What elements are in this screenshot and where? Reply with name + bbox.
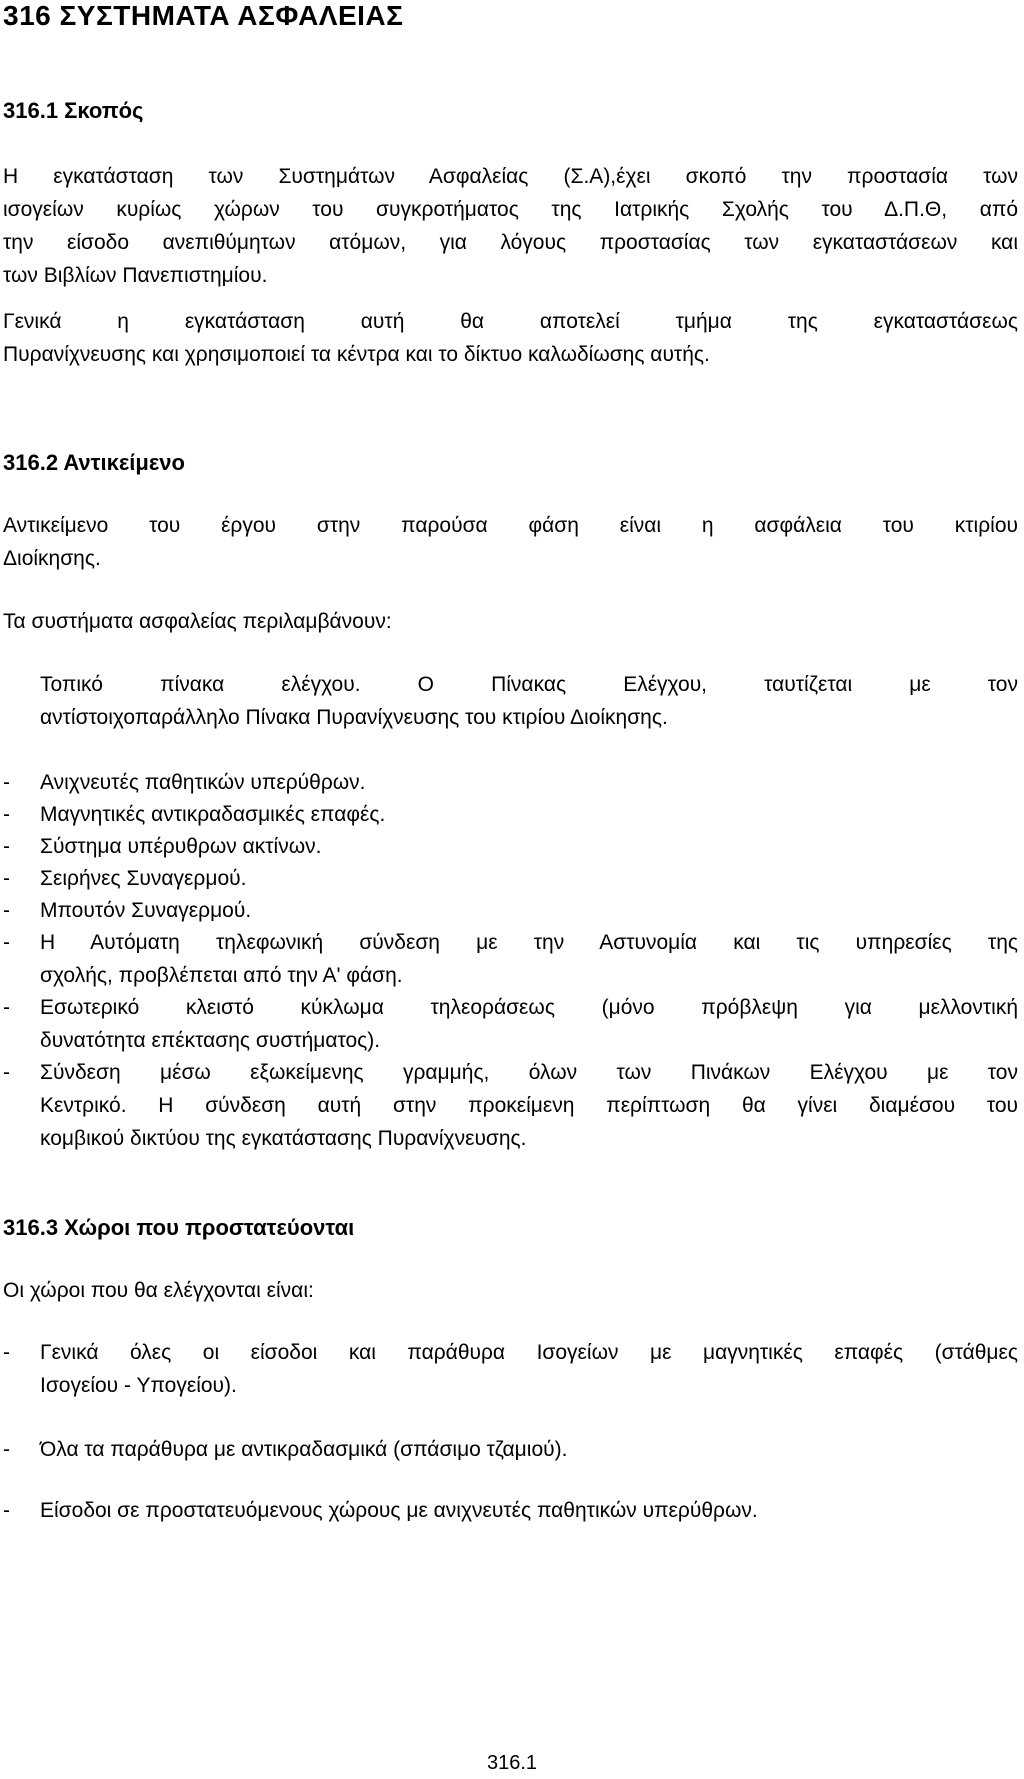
list-item-text: κομβικού δικτύου της εγκατάστασης Πυρανίχνευσης. bbox=[40, 1127, 527, 1150]
page-number: 316.1 bbox=[486, 1752, 538, 1774]
bullet: - bbox=[3, 771, 10, 794]
object-paragraph-2: Τα συστήματα ασφαλείας περιλαμβάνουν: bbox=[3, 610, 392, 633]
object-paragraph-1 bbox=[3, 509, 1018, 575]
list-item-text: Μπουτόν Συναγερμού. bbox=[40, 899, 252, 922]
list-item bbox=[40, 1433, 1018, 1466]
bullet: - bbox=[3, 867, 10, 890]
bullet: - bbox=[3, 996, 10, 1019]
list-item-text: Σύστημα υπέρυθρων ακτίνων. bbox=[40, 835, 322, 858]
control-panel-line-1: Τοπικό πίνακα ελέγχου. Ο Πίνακας Ελέγχου, ταυτίζεται με τον bbox=[40, 673, 1018, 696]
scope-p1-line-2: ισογείων κυρίως χώρων του συγκροτήματος της Ιατρικής Σχολής του Δ.Π.Θ, από bbox=[3, 198, 1018, 221]
bullet: - bbox=[3, 803, 10, 826]
list-item-text: Σειρήνες Συναγερμού. bbox=[40, 867, 247, 890]
list-item-text: Ισογείου - Υπογείου). bbox=[40, 1374, 237, 1397]
object-p1-line-1: Αντικείμενο του έργου στην παρούσα φάση είναι η ασφάλεια του κτιρίου bbox=[3, 514, 1018, 537]
list-item-text: δυνατότητα επέκτασης συστήματος). bbox=[40, 1029, 381, 1052]
scope-p1-line-4: των Βιβλίων Πανεπιστημίου. bbox=[3, 264, 268, 287]
list-item bbox=[40, 926, 1018, 992]
control-panel-line-2: αντίστοιχοπαράλληλο Πίνακα Πυρανίχνευσης του κτιρίου Διοίκησης. bbox=[40, 706, 668, 729]
section-title: 316 ΣΥΣΤΗΜΑΤΑ ΑΣΦΑΛΕΙΑΣ bbox=[3, 0, 404, 31]
heading-scope: 316.1 Σκοπός bbox=[3, 98, 144, 123]
control-panel-paragraph bbox=[40, 668, 1018, 734]
heading-protected-areas: 316.3 Χώροι που προστατεύονται bbox=[3, 1215, 355, 1240]
list-item-text: σχολής, προβλέπεται από την Α' φάση. bbox=[40, 964, 403, 987]
list-item bbox=[40, 1056, 1018, 1155]
list-item bbox=[40, 766, 1018, 799]
list-item bbox=[40, 862, 1018, 895]
bullet: - bbox=[3, 1438, 10, 1461]
list-item-text: Σύνδεση μέσω εξωκείμενης γραμμής, όλων των Πινάκων Ελέγχου με τον bbox=[40, 1061, 1018, 1084]
bullet: - bbox=[3, 1061, 10, 1084]
list-item bbox=[40, 1494, 1018, 1527]
scope-p1-line-3: την είσοδο ανεπιθύμητων ατόμων, για λόγους προστασίας των εγκαταστάσεων και bbox=[3, 231, 1018, 254]
protected-areas-intro: Οι χώροι που θα ελέγχονται είναι: bbox=[3, 1279, 314, 1302]
bullet: - bbox=[3, 899, 10, 922]
list-item-text: Όλα τα παράθυρα με αντικραδασμικά (σπάσιμο τζαμιού). bbox=[40, 1438, 568, 1461]
bullet: - bbox=[3, 931, 10, 954]
list-item bbox=[40, 894, 1018, 927]
scope-p2-line-1: Γενικά η εγκατάσταση αυτή θα αποτελεί τμήμα της εγκαταστάσεως bbox=[3, 310, 1018, 333]
scope-paragraph-1 bbox=[3, 160, 1018, 292]
list-item bbox=[40, 830, 1018, 863]
bullet: - bbox=[3, 835, 10, 858]
list-item-text: Είσοδοι σε προστατευόμενους χώρους με ανιχνευτές παθητικών υπερύθρων. bbox=[40, 1499, 758, 1522]
scope-p2-line-2: Πυρανίχνευσης και χρησιμοποιεί τα κέντρα και το δίκτυο καλωδίωσης αυτής. bbox=[3, 343, 710, 366]
list-item-text: Μαγνητικές αντικραδασμικές επαφές. bbox=[40, 803, 386, 826]
list-item-text: Γενικά όλες οι είσοδοι και παράθυρα Ισογείων με μαγνητικές επαφές (στάθμες bbox=[40, 1341, 1018, 1364]
list-item bbox=[40, 991, 1018, 1057]
list-item-text: Ανιχνευτές παθητικών υπερύθρων. bbox=[40, 771, 366, 794]
list-item bbox=[40, 1336, 1018, 1402]
scope-paragraph-2 bbox=[3, 305, 1018, 371]
heading-object: 316.2 Αντικείμενο bbox=[3, 450, 185, 475]
bullet: - bbox=[3, 1341, 10, 1364]
list-item bbox=[40, 798, 1018, 831]
object-p1-line-2: Διοίκησης. bbox=[3, 547, 101, 570]
list-item-text: Κεντρικό. Η σύνδεση αυτή στην προκείμενη περίπτωση θα γίνει διαμέσου του bbox=[40, 1094, 1018, 1117]
bullet: - bbox=[3, 1499, 10, 1522]
list-item-text: Εσωτερικό κλειστό κύκλωμα τηλεοράσεως (μόνο πρόβλεψη για μελλοντική bbox=[40, 996, 1018, 1019]
list-item-text: Η Αυτόματη τηλεφωνική σύνδεση με την Αστυνομία και τις υπηρεσίες της bbox=[40, 931, 1018, 954]
scope-p1-line-1: Η εγκατάσταση των Συστημάτων Ασφαλείας (Σ.Α),έχει σκοπό την προστασία των bbox=[3, 165, 1018, 188]
